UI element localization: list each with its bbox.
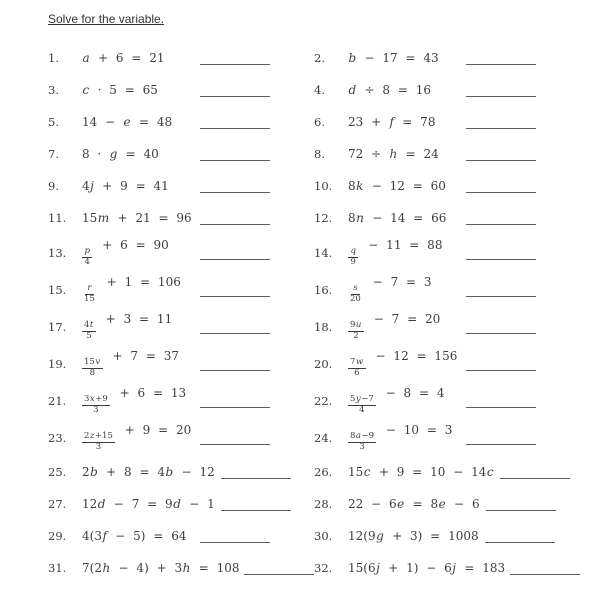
problem-28: [314, 497, 580, 511]
problem-equation: $\frac{4t}{5}$ + 3 = 11: [84, 311, 173, 341]
problem-number: 11.: [48, 211, 67, 225]
problem-number: 15.: [48, 282, 67, 297]
answer-blank: [200, 211, 270, 225]
problem-row: [48, 308, 580, 345]
answer-blank: [500, 465, 570, 479]
problem-row: [48, 488, 580, 520]
problem-1: [48, 51, 314, 65]
fraction: $\frac{s}{20}$: [350, 282, 361, 304]
answer-blank: [466, 83, 536, 97]
problem-equation: 4j + 9 = 41: [82, 179, 169, 193]
problem-row: [48, 271, 580, 308]
answer-blank: [485, 529, 555, 543]
answer-blank: [200, 83, 270, 97]
answer-blank: [466, 115, 536, 129]
problem-equation: 72 ÷ h = 24: [348, 147, 439, 161]
problem-equation: $\frac{5y-7}{4}$ − 8 = 4: [350, 385, 445, 415]
problem-22: [314, 386, 580, 416]
problem-11: [48, 211, 314, 225]
problem-number: 25.: [48, 465, 67, 479]
problem-equation: 23 + f = 78: [348, 115, 436, 129]
fraction: $\frac{q}{9}$: [348, 247, 358, 268]
answer-blank: [200, 51, 270, 65]
fraction: $\frac{2z+15}{3}$: [84, 430, 113, 452]
answer-blank: [466, 246, 536, 260]
problem-row: [48, 202, 580, 234]
answer-blank: [200, 357, 270, 371]
problem-number: 6.: [314, 115, 325, 129]
problem-row: [48, 552, 580, 584]
answer-blank: [466, 394, 536, 408]
problem-number: 19.: [48, 356, 67, 371]
answer-blank: [466, 179, 536, 193]
problem-number: 16.: [314, 282, 333, 297]
problem-row: [48, 419, 580, 456]
problem-13: [48, 238, 314, 268]
problem-2: [314, 51, 580, 65]
problem-equation: c · 5 = 65: [82, 83, 158, 97]
problem-row: [48, 382, 580, 419]
problem-equation: $\frac{15v}{8}$ + 7 = 37: [84, 348, 180, 378]
problem-equation: $\frac{2z+15}{3}$ + 9 = 20: [84, 422, 192, 452]
problem-8: [314, 147, 580, 161]
problem-14: [314, 238, 580, 268]
problem-number: 26.: [314, 465, 333, 479]
answer-blank: [466, 357, 536, 371]
answer-blank: [466, 211, 536, 225]
problem-row: [48, 345, 580, 382]
problem-equation: a + 6 = 21: [82, 51, 165, 65]
problem-equation: 2b + 8 = 4b − 12: [82, 465, 215, 479]
answer-blank: [466, 320, 536, 334]
problem-equation: 8 · g = 40: [82, 147, 159, 161]
fraction: $\frac{r}{15}$: [84, 282, 95, 304]
problem-30: [314, 529, 580, 543]
problem-5: [48, 115, 314, 129]
problem-equation: b − 17 = 43: [348, 51, 439, 65]
problem-7: [48, 147, 314, 161]
problem-row: [48, 234, 580, 271]
problem-number: 3.: [48, 83, 59, 97]
problem-27: [48, 497, 314, 511]
problem-9: [48, 179, 314, 193]
problem-26: [314, 465, 580, 479]
fraction: $\frac{p}{4}$: [82, 247, 92, 268]
fraction: $\frac{9u}{2}$: [348, 321, 364, 342]
problem-number: 1.: [48, 51, 59, 65]
problem-row: [48, 42, 580, 74]
answer-blank: [200, 246, 270, 260]
answer-blank: [200, 431, 270, 445]
problem-16: [314, 275, 580, 305]
answer-blank: [200, 529, 270, 543]
problem-number: 4.: [314, 83, 325, 97]
answer-blank: [221, 497, 291, 511]
problem-24: [314, 423, 580, 453]
answer-blank: [486, 497, 556, 511]
problem-equation: 15(6j + 1) − 6j = 183: [348, 561, 506, 575]
problem-equation: 14 − e = 48: [82, 115, 173, 129]
problem-number: 21.: [48, 393, 67, 408]
problem-equation: $\frac{3x+9}{3}$ + 6 = 13: [84, 385, 187, 415]
problems-grid: [48, 42, 580, 584]
problem-20: [314, 349, 580, 379]
problem-number: 7.: [48, 147, 59, 161]
problem-equation: 8k − 12 = 60: [348, 179, 446, 193]
fraction: $\frac{3x+9}{3}$: [84, 393, 108, 415]
answer-blank: [221, 465, 291, 479]
answer-blank: [466, 147, 536, 161]
fraction: $\frac{4t}{5}$: [82, 321, 96, 342]
problem-row: [48, 138, 580, 170]
problem-equation: 7(2h − 4) + 3h = 108: [82, 561, 240, 575]
problem-17: [48, 312, 314, 342]
problem-31: [48, 561, 314, 575]
problem-6: [314, 115, 580, 129]
problem-equation: 12(9g + 3) = 1008: [348, 529, 479, 543]
problem-number: 30.: [314, 529, 333, 543]
answer-blank: [466, 51, 536, 65]
problem-equation: d ÷ 8 = 16: [348, 83, 432, 97]
problem-equation: 22 − 6e = 8e − 6: [348, 497, 480, 511]
problem-29: [48, 529, 314, 543]
problem-number: 10.: [314, 179, 333, 193]
problem-number: 8.: [314, 147, 325, 161]
problem-number: 12.: [314, 211, 333, 225]
fraction: $\frac{7w}{6}$: [348, 358, 366, 379]
problem-19: [48, 349, 314, 379]
answer-blank: [200, 320, 270, 334]
problem-23: [48, 423, 314, 453]
problem-18: [314, 312, 580, 342]
answer-blank: [510, 561, 580, 575]
answer-blank: [200, 179, 270, 193]
problem-number: 29.: [48, 529, 67, 543]
answer-blank: [244, 561, 314, 575]
answer-blank: [466, 283, 536, 297]
problem-number: 23.: [48, 430, 67, 445]
problem-number: 9.: [48, 179, 59, 193]
answer-blank: [200, 394, 270, 408]
answer-blank: [200, 283, 270, 297]
problem-equation: 12d − 7 = 9d − 1: [82, 497, 215, 511]
answer-blank: [466, 431, 536, 445]
problem-number: 20.: [314, 356, 333, 371]
problem-number: 28.: [314, 497, 333, 511]
fraction: $\frac{5y-7}{4}$: [350, 393, 374, 415]
problem-equation: $\frac{s}{20}$ − 7 = 3: [350, 274, 432, 304]
problem-equation: $\frac{r}{15}$ + 1 = 106: [84, 274, 181, 304]
problem-number: 18.: [314, 319, 333, 334]
problem-number: 22.: [314, 393, 333, 408]
problem-32: [314, 561, 580, 575]
problem-12: [314, 211, 580, 225]
problem-number: 2.: [314, 51, 325, 65]
problem-number: 27.: [48, 497, 67, 511]
worksheet-title: Solve for the variable.: [48, 12, 165, 26]
problem-25: [48, 465, 314, 479]
problem-equation: $\frac{8a-9}{3}$ − 10 = 3: [350, 422, 453, 452]
problem-row: [48, 106, 580, 138]
problem-number: 14.: [314, 245, 333, 260]
problem-equation: $\frac{9u}{2}$ − 7 = 20: [350, 311, 441, 341]
problem-equation: 8n − 14 = 66: [348, 211, 447, 225]
problem-number: 31.: [48, 561, 67, 575]
answer-blank: [200, 147, 270, 161]
problem-4: [314, 83, 580, 97]
fraction: $\frac{8a-9}{3}$: [350, 430, 375, 452]
answer-blank: [200, 115, 270, 129]
problem-equation: 15m + 21 = 96: [82, 211, 192, 225]
problem-equation: $\frac{7w}{6}$ − 12 = 156: [350, 348, 458, 378]
problem-number: 24.: [314, 430, 333, 445]
problem-number: 5.: [48, 115, 59, 129]
problem-equation: 15c + 9 = 10 − 14c: [348, 465, 494, 479]
problem-number: 32.: [314, 561, 333, 575]
problem-10: [314, 179, 580, 193]
problem-equation: 4(3f − 5) = 64: [82, 529, 187, 543]
problem-row: [48, 170, 580, 202]
problem-row: [48, 74, 580, 106]
problem-row: [48, 520, 580, 552]
problem-number: 13.: [48, 245, 67, 260]
problem-equation: $\frac{q}{9}$ − 11 = 88: [348, 238, 460, 268]
fraction: $\frac{15v}{8}$: [82, 358, 103, 379]
problem-row: [48, 456, 580, 488]
problem-15: [48, 275, 314, 305]
problem-equation: $\frac{p}{4}$ + 6 = 90: [82, 238, 194, 268]
problem-21: [48, 386, 314, 416]
problem-3: [48, 83, 314, 97]
problem-number: 17.: [48, 319, 67, 334]
